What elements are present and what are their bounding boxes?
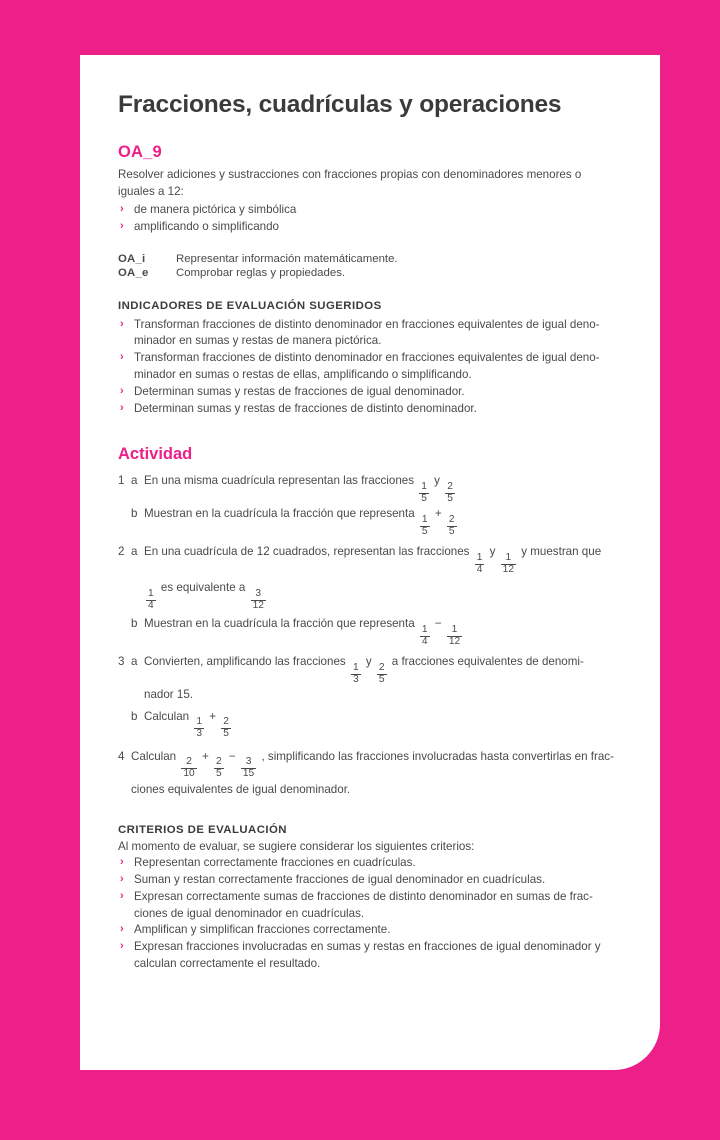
list-item-label: amplificando o simplificando: [134, 219, 279, 233]
fraction: [445, 482, 455, 504]
page-title: Fracciones, cuadrículas y operaciones: [118, 91, 562, 118]
fraction-denominator: 5: [448, 525, 455, 537]
indicadores-list: [118, 317, 622, 418]
chevron-right-icon: ›: [120, 401, 124, 414]
fraction-denominator: 5: [223, 728, 229, 740]
item-letter: a: [131, 545, 138, 559]
fraction-numerator: 2: [223, 716, 229, 728]
fraction: [221, 717, 231, 739]
list-item-label: Expresan fracciones involucradas en sumas y restas en fracciones de igual denominador y calculan correctamente el resultado.: [134, 940, 601, 970]
list-item: [118, 384, 622, 401]
item-number: 4: [118, 749, 125, 763]
chevron-right-icon: ›: [120, 856, 124, 869]
habilidad-text: Comprobar reglas y propiedades.: [176, 266, 346, 279]
fraction-numerator: 1: [421, 481, 427, 493]
chevron-right-icon: ›: [120, 317, 124, 330]
chevron-right-icon: ›: [120, 923, 124, 936]
table-row: [118, 252, 398, 266]
item-joiner-2: −: [228, 749, 236, 763]
fraction-denominator: 4: [421, 635, 428, 647]
list-item: [118, 543, 622, 575]
fraction-denominator: 5: [378, 673, 385, 685]
list-item: [118, 708, 622, 740]
chevron-right-icon: ›: [120, 872, 124, 885]
fraction-denominator: 5: [421, 492, 427, 504]
fraction: [420, 625, 430, 647]
list-item: [118, 855, 622, 872]
item-text-after: y muestran que: [521, 545, 602, 559]
list-item: [118, 748, 622, 780]
item-letter: b: [131, 709, 138, 723]
fraction-numerator: 2: [448, 514, 455, 526]
fraction: [377, 663, 387, 685]
list-item: [118, 579, 622, 611]
chevron-right-icon: ›: [120, 203, 124, 216]
fraction: [194, 717, 204, 739]
list-item: [118, 781, 622, 798]
list-item: [118, 317, 622, 351]
list-item-label: Transforman fracciones de distinto denominador en fracciones equivalentes de igual deno-minador en sumas y restas de manera pictórica.: [134, 317, 600, 348]
chevron-right-icon: ›: [120, 351, 124, 364]
fraction-numerator: 1: [505, 552, 512, 563]
list-item: [118, 505, 622, 537]
fraction: [447, 625, 462, 647]
item-body: [144, 615, 622, 647]
list-item: [118, 889, 622, 923]
chevron-right-icon: ›: [120, 889, 124, 902]
item-text: En una cuadrícula de 12 cuadrados, representan las fracciones: [144, 545, 470, 559]
item-text-after: , simplificando las fracciones involucradas hasta convertirlas en frac-: [261, 749, 614, 763]
item-text: Muestran en la cuadrícula la fracción que representa: [144, 507, 415, 521]
item-text: Convierten, amplificando las fracciones: [144, 655, 346, 669]
item-joiner: +: [434, 507, 442, 521]
item-joiner: y: [434, 474, 440, 488]
item-joiner: y: [365, 655, 372, 669]
list-item: [118, 653, 622, 685]
list-item: [118, 939, 622, 973]
item-text-after: a fracciones equivalentes de denomi-: [391, 655, 584, 669]
list-item-label: Determinan sumas y restas de fracciones de igual denominador.: [134, 384, 465, 398]
item-letter: a: [131, 655, 138, 669]
chevron-right-icon: ›: [120, 219, 124, 232]
fraction: [351, 663, 361, 685]
habilidad-code: OA_e: [118, 266, 149, 279]
item-continuation: ciones equivalentes de igual denominador.: [131, 782, 351, 796]
item-number: 3: [118, 655, 125, 669]
item-letter: a: [131, 474, 138, 488]
fraction: [146, 589, 156, 611]
fraction: [501, 553, 516, 575]
item-joiner: +: [201, 749, 209, 763]
chevron-right-icon: ›: [120, 940, 124, 953]
fraction-numerator: 1: [196, 716, 203, 728]
fraction-numerator: 1: [451, 623, 458, 635]
fraction-denominator: 5: [447, 492, 453, 504]
fraction-numerator: 1: [352, 661, 359, 673]
list-item: [118, 686, 622, 703]
fraction-numerator: 1: [148, 587, 154, 599]
fraction-denominator: 15: [242, 768, 255, 780]
list-item: [118, 922, 622, 939]
fraction-numerator: 3: [255, 587, 262, 599]
list-item: [118, 350, 622, 384]
fraction-denominator: 5: [421, 525, 428, 537]
list-item-label: Determinan sumas y restas de fracciones de distinto denominador.: [134, 401, 477, 415]
fraction: [419, 482, 429, 504]
list-item-label: Suman y restan correctamente fracciones de igual denominador en cuadrículas.: [134, 872, 546, 886]
item-text: es equivalente a: [160, 581, 246, 595]
criterios-heading: CRITERIOS DE EVALUACIÓN: [118, 824, 287, 837]
item-joiner: −: [434, 617, 442, 631]
fraction: [420, 515, 430, 537]
indicadores-heading: INDICADORES DE EVALUACIÓN SUGERIDOS: [118, 299, 382, 312]
criterios-intro: Al momento de evaluar, se sugiere considerar los siguientes criterios:: [118, 840, 475, 854]
item-body: [144, 579, 622, 611]
list-item-label: Amplifican y simplifican fracciones correctamente.: [134, 923, 391, 937]
list-item-label: Representan correctamente fracciones en cuadrículas.: [134, 856, 416, 870]
fraction: [181, 757, 196, 779]
fraction-numerator: 3: [245, 756, 252, 768]
item-body: [144, 708, 622, 740]
item-number: 1: [118, 474, 125, 488]
list-item: [118, 219, 622, 236]
fraction-denominator: 3: [352, 673, 359, 685]
document-page: [80, 55, 660, 1070]
fraction-denominator: 3: [196, 728, 203, 740]
table-row: [118, 266, 398, 280]
list-item: [118, 615, 622, 647]
oa-code: OA_9: [118, 143, 162, 162]
item-text: En una misma cuadrícula representan las fracciones: [144, 474, 415, 488]
chevron-right-icon: ›: [120, 384, 124, 397]
fraction: [214, 757, 224, 779]
fraction-numerator: 2: [447, 481, 453, 493]
fraction-numerator: 1: [421, 514, 428, 526]
list-item: [118, 401, 622, 418]
fraction-denominator: 4: [476, 563, 483, 575]
habilidad-text: Representar información matemáticamente.: [176, 252, 398, 265]
fraction-numerator: 2: [186, 756, 192, 768]
fraction-denominator: 12: [252, 599, 264, 611]
fraction-denominator: 4: [148, 599, 154, 611]
fraction: [447, 515, 457, 537]
oa-bullet-list: [118, 202, 622, 236]
actividad-list: [118, 472, 622, 798]
item-letter: b: [131, 617, 138, 631]
fraction: [475, 553, 485, 575]
fraction-denominator: 12: [502, 563, 514, 575]
fraction-numerator: 1: [421, 623, 428, 635]
criterios-list: [118, 855, 622, 973]
item-joiner: +: [209, 709, 217, 723]
item-continuation: nador 15.: [144, 688, 193, 702]
fraction: [251, 589, 266, 611]
oa-section: [118, 143, 622, 236]
fraction-denominator: 5: [215, 768, 222, 780]
list-item-label: Transforman fracciones de distinto denominador en fracciones equivalentes de igual deno-minador en sumas o restas de ellas, amplificando o simplificando.: [134, 351, 600, 382]
item-text: Calculan: [144, 709, 190, 723]
item-number: 2: [118, 545, 125, 559]
item-text: Calculan: [131, 749, 177, 763]
list-item-label: Expresan correctamente sumas de fracciones de distinto denominador en sumas de frac-ciones de igual denominador en cuadrículas.: [134, 889, 593, 920]
fraction-denominator: 10: [183, 768, 195, 780]
oa-description: Resolver adiciones y sustracciones con fracciones propias con denominadores menores o iguales a 12:: [118, 168, 582, 198]
habilidades-table: [118, 252, 398, 280]
habilidad-code: OA_i: [118, 252, 146, 265]
item-joiner: y: [489, 545, 496, 559]
list-item: [118, 872, 622, 889]
fraction-numerator: 2: [215, 756, 222, 768]
list-item-label: de manera pictórica y simbólica: [134, 203, 297, 217]
list-item: [118, 472, 622, 504]
fraction: [241, 757, 256, 779]
fraction-numerator: 2: [378, 661, 385, 673]
actividad-title: Actividad: [118, 445, 193, 464]
item-body: [144, 543, 622, 575]
list-item: [118, 202, 622, 219]
item-body: [131, 748, 622, 780]
fraction-numerator: 1: [476, 552, 483, 563]
item-letter: b: [131, 507, 138, 521]
item-body: [144, 505, 622, 537]
item-body: [144, 472, 622, 504]
item-body: [144, 653, 622, 685]
item-text: Muestran en la cuadrícula la fracción que representa: [144, 617, 415, 631]
fraction-denominator: 12: [448, 635, 461, 647]
